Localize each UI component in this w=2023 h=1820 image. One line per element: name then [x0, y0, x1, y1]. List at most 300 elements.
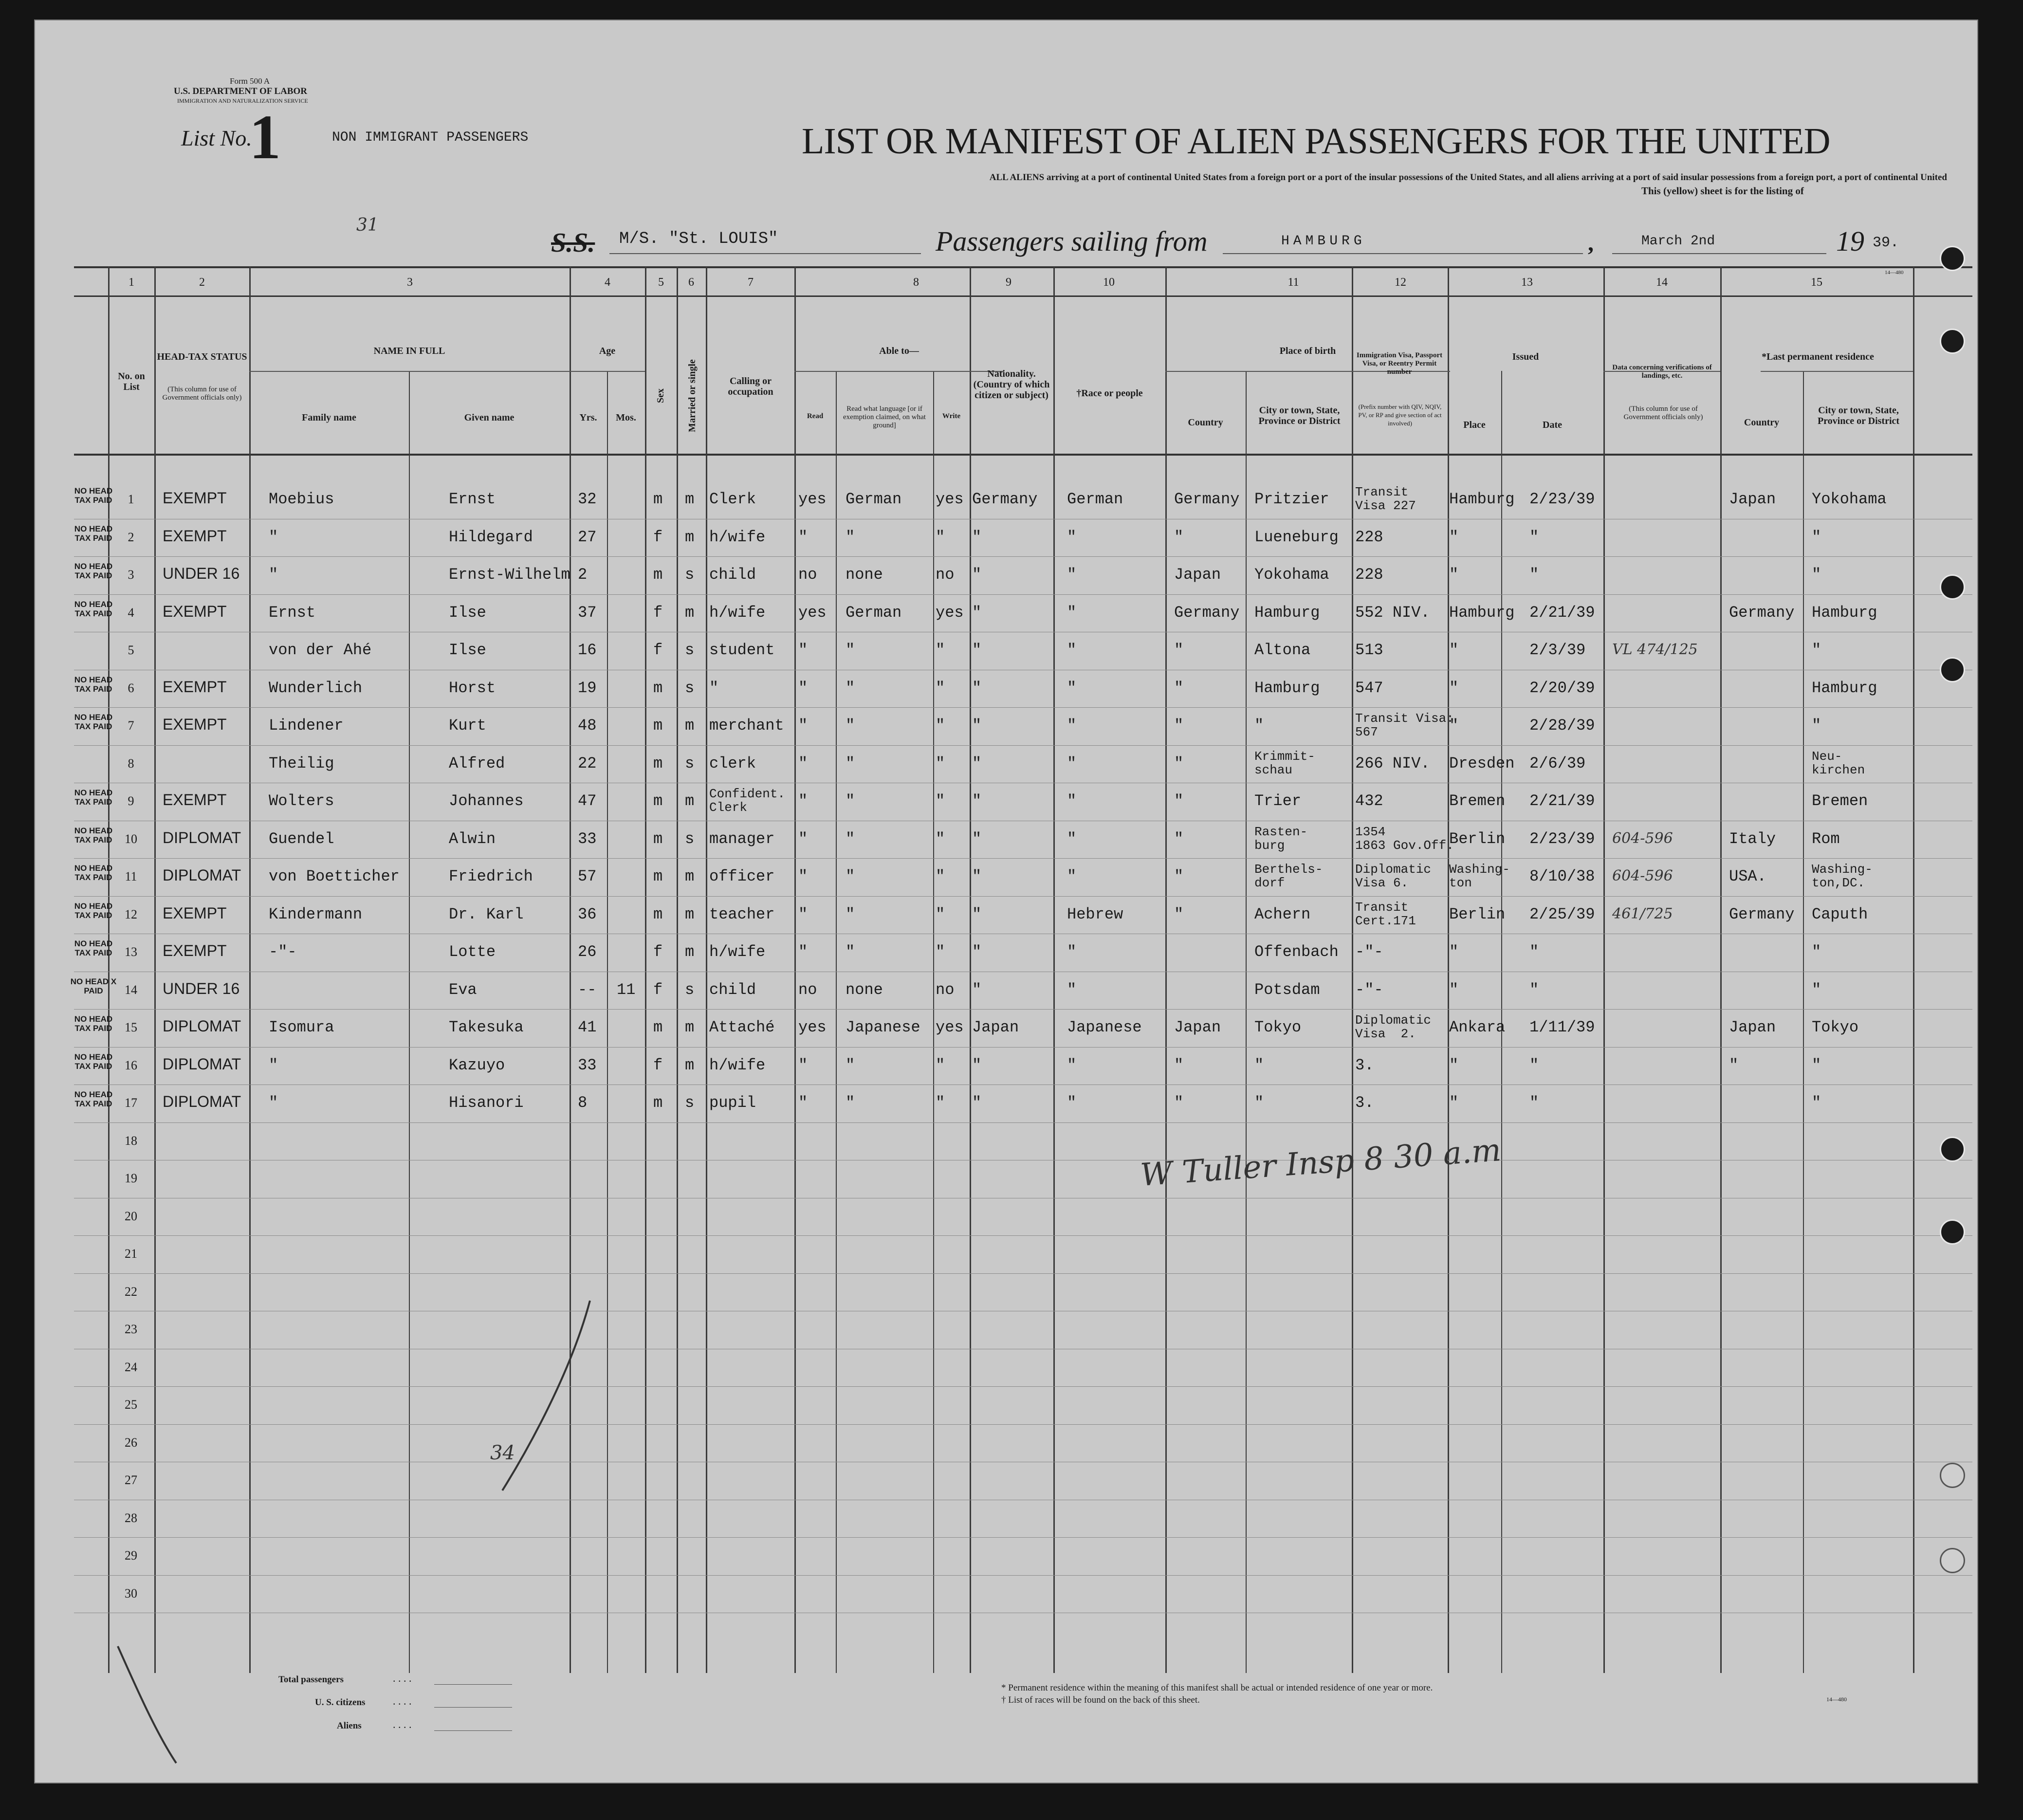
binder-hole [1940, 657, 1965, 682]
residence-country: Italy [1729, 829, 1776, 848]
head-tax-status: DIPLOMAT [163, 1055, 241, 1073]
age-years: 8 [578, 1094, 588, 1112]
handwritten-stroke [473, 1296, 619, 1500]
can-write: yes [936, 1018, 964, 1036]
issue-date: " [1529, 1056, 1539, 1074]
nationality: " [972, 867, 982, 885]
row-number: 5 [128, 643, 134, 657]
can-read: yes [798, 603, 827, 622]
marital-status: s [685, 829, 695, 848]
occupation: Attaché [709, 1018, 775, 1036]
read-language: German [846, 603, 902, 622]
row-number: 25 [125, 1397, 137, 1412]
head-tax-stamp: NO HEAD TAX PAID [74, 486, 113, 505]
given-name: Friedrich [449, 867, 533, 885]
marital-status: m [685, 792, 695, 810]
family-name: Ernst [269, 603, 316, 622]
row-number: 30 [125, 1586, 137, 1600]
family-name: Isomura [269, 1018, 334, 1036]
header-verification: Data concerning verifications of landings, etc. [1612, 364, 1712, 380]
list-label: List No. [181, 126, 252, 150]
issue-place: " [1449, 641, 1459, 659]
row-rule [74, 1235, 1972, 1236]
occupation: pupil [709, 1094, 756, 1112]
row-rule [74, 745, 1972, 746]
residence-city: Bremen [1812, 792, 1868, 810]
head-tax-status: EXEMPT [163, 527, 227, 545]
row-number: 9 [128, 794, 134, 808]
issue-place: Ankara [1449, 1018, 1506, 1036]
issue-date: 2/23/39 [1529, 490, 1595, 508]
race: " [1067, 1094, 1077, 1112]
header-read-language: Read what language [or if exemption claimed, on what ground] [843, 405, 926, 429]
issue-place: Bremen [1449, 792, 1506, 810]
residence-country: Germany [1729, 905, 1795, 923]
sex: m [653, 1018, 663, 1036]
head-tax-status: UNDER 16 [163, 979, 240, 997]
sex: f [653, 980, 663, 999]
binder-hole [1940, 246, 1965, 271]
occupation: child [709, 566, 756, 584]
issue-place: " [1449, 566, 1459, 584]
occupation: h/wife [709, 943, 766, 961]
row-rule [74, 896, 1972, 897]
sex: m [653, 754, 663, 772]
col-num-11: 11 [1287, 276, 1299, 289]
header-able-to: Able to— [879, 346, 919, 356]
row-number: 20 [125, 1209, 137, 1223]
row-number: 22 [125, 1284, 137, 1299]
can-write: " [936, 754, 945, 772]
head-tax-status: EXEMPT [163, 942, 227, 959]
race: " [1067, 980, 1077, 999]
head-tax-stamp: NO HEAD TAX PAID [74, 713, 113, 731]
header-place-of-birth: Place of birth [1279, 346, 1336, 356]
sex: f [653, 528, 663, 546]
read-language: " [846, 792, 855, 810]
header-res-country: Country [1744, 417, 1780, 428]
given-name: Alwin [449, 829, 496, 848]
visa-number: 1354 1863 Gov.Off. [1355, 824, 1454, 853]
sex: m [653, 792, 663, 810]
nationality: " [972, 905, 982, 923]
visa-number: 3. [1355, 1094, 1374, 1112]
col-num-8: 8 [913, 276, 919, 289]
read-language: " [846, 754, 855, 772]
row-rule [74, 858, 1972, 859]
birth-country: Germany [1174, 603, 1240, 622]
row-number: 11 [125, 869, 137, 883]
header-mos: Mos. [616, 412, 636, 423]
footer-total-passengers: Total passengers [278, 1674, 344, 1685]
row-rule [74, 707, 1972, 708]
footer-note-2: † List of races will be found on the back of this sheet. [1001, 1695, 1200, 1705]
header-sex: Sex [655, 388, 666, 403]
row-number: 8 [128, 756, 134, 771]
header-birth-country: Country [1188, 417, 1223, 428]
family-name: Moebius [269, 490, 334, 508]
read-language: none [846, 980, 883, 999]
age-years: 26 [578, 943, 597, 961]
row-number: 18 [125, 1133, 137, 1148]
birth-country: Japan [1174, 566, 1221, 584]
head-tax-status: EXEMPT [163, 904, 227, 922]
footer-note-1: * Permanent residence within the meaning of this manifest shall be actual or intended residence of one year or more. [1001, 1683, 1433, 1693]
visa-number: 432 [1355, 792, 1383, 810]
row-rule [74, 1122, 1972, 1123]
family-name: " [269, 566, 278, 584]
header-nationality: Nationality. (Country of which citizen or subject) [973, 368, 1050, 401]
binder-hole [1940, 1137, 1965, 1162]
marital-status: m [685, 943, 695, 961]
given-name: Hisanori [449, 1094, 524, 1112]
race: " [1067, 717, 1077, 735]
birth-country: " [1174, 754, 1184, 772]
marital-status: m [685, 717, 695, 735]
occupation: h/wife [709, 1056, 766, 1074]
family-name: von der Ahé [269, 641, 372, 659]
race: Hebrew [1067, 905, 1123, 923]
visa-number: 228 [1355, 528, 1383, 546]
race: " [1067, 792, 1077, 810]
given-name: Kurt [449, 717, 486, 735]
nationality: Germany [972, 490, 1038, 508]
issue-date: " [1529, 1094, 1539, 1112]
visa-number: Transit Visa 227 [1355, 485, 1416, 513]
age-years: 48 [578, 717, 597, 735]
given-name: Ilse [449, 603, 486, 622]
sailing-date: March 2nd [1641, 234, 1715, 249]
issue-date: 2/23/39 [1529, 829, 1595, 848]
header-write: Write [942, 412, 961, 420]
visa-number: -"- [1355, 980, 1383, 999]
visa-number: 513 [1355, 641, 1383, 659]
row-rule [74, 556, 1972, 557]
marital-status: s [685, 679, 695, 697]
residence-city: Washing- ton,DC. [1812, 862, 1873, 890]
footer-code: 14—480 [1826, 1696, 1847, 1703]
race: " [1067, 943, 1077, 961]
marital-status: s [685, 980, 695, 999]
col-num-13: 13 [1521, 276, 1533, 289]
residence-country: Germany [1729, 603, 1795, 622]
age-years: 27 [578, 528, 597, 546]
row-number: 15 [125, 1020, 137, 1034]
family-name: " [269, 1056, 278, 1074]
can-read: " [798, 641, 808, 659]
race: " [1067, 829, 1077, 848]
birth-city: Offenbach [1254, 943, 1339, 961]
occupation: teacher [709, 905, 775, 923]
issue-place: " [1449, 980, 1459, 999]
head-tax-status: DIPLOMAT [163, 866, 241, 884]
sex: m [653, 679, 663, 697]
verification-data: 461/725 [1612, 905, 1673, 922]
head-tax-stamp: NO HEAD X PAID [70, 976, 117, 995]
birth-country: " [1174, 717, 1184, 735]
year-suffix: 39. [1873, 235, 1899, 251]
row-rule [74, 1424, 1972, 1425]
age-months: 11 [617, 980, 636, 999]
header-visa: Immigration Visa, Passport Visa, or Reentry Permit number [1356, 351, 1443, 376]
birth-country: Germany [1174, 490, 1240, 508]
issue-place: Hamburg [1449, 490, 1515, 508]
age-years: 47 [578, 792, 597, 810]
row-number: 28 [125, 1510, 137, 1525]
issue-place: Hamburg [1449, 603, 1515, 622]
family-name: Wolters [269, 792, 334, 810]
row-number: 19 [125, 1171, 137, 1185]
row-number: 3 [128, 568, 134, 582]
birth-city: " [1254, 1056, 1264, 1074]
birth-country: " [1174, 829, 1184, 848]
family-name: Guendel [269, 829, 334, 848]
col-num-2: 2 [199, 276, 205, 289]
list-number: 1 [249, 102, 281, 172]
issue-place: " [1449, 1056, 1459, 1074]
row-rule [74, 1537, 1972, 1538]
can-read: " [798, 867, 808, 885]
occupation: clerk [709, 754, 756, 772]
residence-city: " [1812, 717, 1821, 735]
issue-date: " [1529, 943, 1539, 961]
age-years: 41 [578, 1018, 597, 1036]
head-tax-status: EXEMPT [163, 602, 227, 620]
nationality: " [972, 679, 982, 697]
given-name: Horst [449, 679, 496, 697]
header-calling: Calling or occupation [728, 376, 773, 397]
visa-number: 3. [1355, 1056, 1374, 1074]
read-language: German [846, 490, 902, 508]
can-read: " [798, 679, 808, 697]
ship-name: M/S. "St. LOUIS" [619, 230, 778, 248]
given-name: Ernst-Wilhelm [449, 566, 570, 584]
occupation: h/wife [709, 603, 766, 622]
issue-place: Berlin [1449, 905, 1506, 923]
age-years: 33 [578, 829, 597, 848]
visa-number: -"- [1355, 943, 1383, 961]
can-write: " [936, 641, 945, 659]
race: " [1067, 641, 1077, 659]
row-rule [74, 1575, 1972, 1576]
head-tax-stamp: NO HEAD TAX PAID [74, 562, 113, 580]
can-read: yes [798, 490, 827, 508]
row-number: 10 [125, 831, 137, 846]
race: " [1067, 867, 1077, 885]
footer-us-citizens: U. S. citizens [315, 1697, 366, 1708]
sex: m [653, 867, 663, 885]
can-read: yes [798, 1018, 827, 1036]
head-tax-stamp: NO HEAD TAX PAID [74, 864, 113, 882]
row-number: 13 [125, 945, 137, 959]
header-birth-city: City or town, State, Province or District [1258, 405, 1341, 426]
row-number: 17 [125, 1096, 137, 1110]
row-number: 2 [128, 530, 134, 544]
residence-city: Hamburg [1812, 603, 1877, 622]
col-num-15: 15 [1811, 276, 1822, 289]
row-number: 24 [125, 1360, 137, 1374]
head-tax-stamp: NO HEAD TAX PAID [74, 1014, 113, 1033]
can-read: no [798, 980, 817, 999]
age-years: 19 [578, 679, 597, 697]
row-number: 6 [128, 680, 134, 695]
header-name-in-full: NAME IN FULL [373, 346, 445, 356]
birth-country: " [1174, 641, 1184, 659]
header-issued: Issued [1512, 351, 1539, 362]
head-tax-stamp: NO HEAD TAX PAID [74, 901, 113, 920]
header-no-on-list: No. on List [118, 371, 145, 392]
visa-number: Diplomatic Visa 2. [1355, 1013, 1432, 1041]
can-write: yes [936, 490, 964, 508]
sex: m [653, 905, 663, 923]
can-write: " [936, 679, 945, 697]
col-num-14: 14 [1656, 276, 1668, 289]
header-given-name: Given name [464, 412, 515, 423]
birth-country: " [1174, 1056, 1184, 1074]
race: " [1067, 1056, 1077, 1074]
birth-city: Hamburg [1254, 679, 1320, 697]
occupation: student [709, 641, 775, 659]
birth-city: Pritzier [1254, 490, 1329, 508]
read-language: " [846, 717, 855, 735]
header-head-tax: HEAD-TAX STATUS [157, 351, 247, 362]
given-name: Dr. Karl [449, 905, 524, 923]
head-tax-status: UNDER 16 [163, 565, 240, 582]
residence-city: " [1812, 1094, 1821, 1112]
can-write: " [936, 943, 945, 961]
birth-city: Berthels- dorf [1254, 862, 1323, 890]
subtitle-line-1: ALL ALIENS arriving at a port of continental United States from a foreign port or a port of the insular possessions of the United States, and all aliens arriving at a port of said insular possessions from a foreign port, a port of continental United [989, 172, 1947, 183]
residence-country: Japan [1729, 490, 1776, 508]
page-title: LIST OR MANIFEST OF ALIEN PASSENGERS FOR THE UNITED [802, 121, 1830, 162]
can-read: " [798, 943, 808, 961]
header-married: Married or single [687, 359, 698, 432]
header-verification-note: (This column for use of Government officials only) [1623, 405, 1703, 421]
residence-city: Caputh [1812, 905, 1868, 923]
nationality: " [972, 1056, 982, 1074]
can-write: no [936, 566, 955, 584]
issue-date: 2/21/39 [1529, 603, 1595, 622]
occupation: " [709, 679, 719, 697]
row-number: 12 [125, 907, 137, 921]
marital-status: m [685, 528, 695, 546]
occupation: child [709, 980, 756, 999]
col-num-10: 10 [1103, 276, 1115, 289]
head-tax-status: DIPLOMAT [163, 1093, 241, 1110]
birth-city: Tokyo [1254, 1018, 1302, 1036]
issue-place: " [1449, 717, 1459, 735]
row-rule [74, 1047, 1972, 1048]
age-years: 33 [578, 1056, 597, 1074]
race: " [1067, 528, 1077, 546]
issue-date: 2/3/39 [1529, 641, 1586, 659]
binder-hole [1940, 1219, 1965, 1245]
sex: f [653, 603, 663, 622]
birth-city: Achern [1254, 905, 1311, 923]
issue-place: " [1449, 1094, 1459, 1112]
can-write: " [936, 1056, 945, 1074]
header-age: Age [599, 346, 616, 356]
can-write: " [936, 867, 945, 885]
header-read: Read [807, 412, 824, 420]
issue-place: " [1449, 528, 1459, 546]
read-language: " [846, 528, 855, 546]
age-years: 57 [578, 867, 597, 885]
issue-date: " [1529, 566, 1539, 584]
header-last-residence: *Last permanent residence [1762, 351, 1874, 362]
head-tax-status: EXEMPT [163, 791, 227, 809]
col-num-12: 12 [1395, 276, 1406, 289]
can-read: " [798, 528, 808, 546]
visa-number: Transit Visa: 567 [1355, 711, 1454, 739]
nationality: Japan [972, 1018, 1019, 1036]
footer-aliens: Aliens [337, 1721, 362, 1731]
head-tax-stamp: NO HEAD TAX PAID [74, 1090, 113, 1108]
head-tax-stamp: NO HEAD TAX PAID [74, 524, 113, 543]
row-number: 27 [125, 1473, 137, 1487]
residence-city: Yokohama [1812, 490, 1887, 508]
read-language: " [846, 829, 855, 848]
head-tax-status: DIPLOMAT [163, 828, 241, 846]
can-read: " [798, 717, 808, 735]
issue-place: Dresden [1449, 754, 1515, 772]
marital-status: m [685, 603, 695, 622]
header-family-name: Family name [302, 412, 356, 423]
marital-status: s [685, 1094, 695, 1112]
nationality: " [972, 566, 982, 584]
head-tax-status: DIPLOMAT [163, 1017, 241, 1035]
header-yrs: Yrs. [579, 412, 597, 423]
head-tax-stamp: NO HEAD TAX PAID [74, 1052, 113, 1071]
residence-city: " [1812, 641, 1821, 659]
read-language: " [846, 943, 855, 961]
occupation: Clerk [709, 490, 756, 508]
ship-prefix: S.S. [551, 228, 595, 258]
nationality: " [972, 980, 982, 999]
occupation: manager [709, 829, 775, 848]
marital-status: s [685, 566, 695, 584]
birth-country: " [1174, 792, 1184, 810]
given-name: Lotte [449, 943, 496, 961]
head-tax-stamp: NO HEAD TAX PAID [74, 599, 113, 618]
col-num-4: 4 [605, 276, 610, 289]
family-name: Lindener [269, 717, 344, 735]
row-rule [74, 594, 1972, 595]
sex: m [653, 829, 663, 848]
port: HAMBURG [1281, 234, 1366, 249]
header-visa-note: (Prefix number with QIV, NQIV, PV, or RP and give section of act involved) [1358, 403, 1442, 427]
can-write: " [936, 792, 945, 810]
handwritten-inspector-note: W Tuller Insp 8 30 a.m [1139, 1132, 1503, 1194]
can-read: " [798, 1094, 808, 1112]
form-number: Form 500 A [230, 76, 270, 86]
family-name: -"- [269, 943, 297, 961]
visa-number: Transit Cert.171 [1355, 900, 1416, 928]
can-write: " [936, 829, 945, 848]
row-number: 7 [128, 718, 134, 733]
sex: m [653, 717, 663, 735]
verification-data: VL 474/125 [1612, 641, 1698, 658]
visa-number: 228 [1355, 566, 1383, 584]
birth-city: Yokohama [1254, 566, 1329, 584]
visa-number: Diplomatic Visa 6. [1355, 862, 1432, 890]
col-num-9: 9 [1006, 276, 1012, 289]
birth-city: Hamburg [1254, 603, 1320, 622]
can-read: no [798, 566, 817, 584]
marital-status: m [685, 1018, 695, 1036]
age-years: 32 [578, 490, 597, 508]
given-name: Kazuyo [449, 1056, 505, 1074]
